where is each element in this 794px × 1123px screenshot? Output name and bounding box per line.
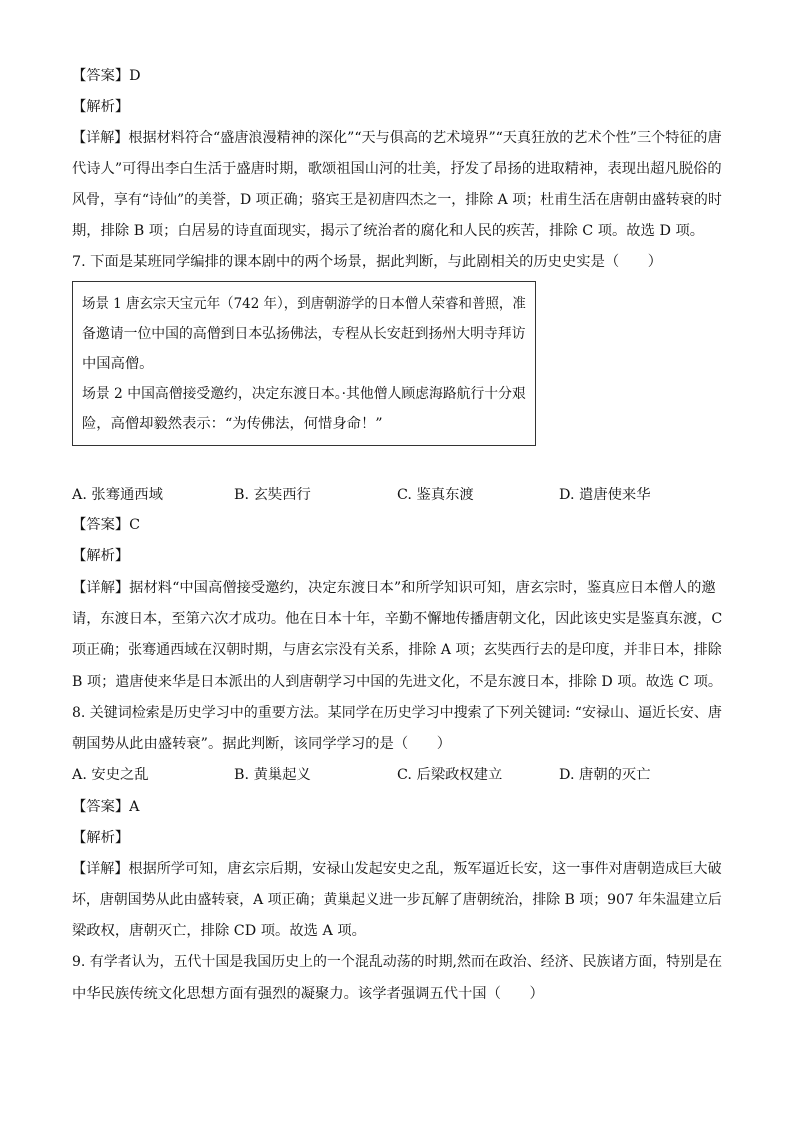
q8-stem: 朝国势从此由盛转衰”。据此判断，该同学学习的是（ ） xyxy=(72,736,452,752)
q7-option-c: C. 鉴真东渡 xyxy=(397,487,474,503)
q8-analysis-label: 【解析】 xyxy=(72,830,130,846)
q7-detail-line: B 项；遣唐使来华是日本派出的人到唐朝学习中国的先进文化，不是东渡日本，排除 D 项。故选 C 项。 xyxy=(72,674,723,690)
q6-answer: 【答案】D xyxy=(72,68,141,84)
q7-answer: 【答案】C xyxy=(72,517,141,533)
q7-option-d: D. 遣唐使来华 xyxy=(559,487,651,503)
q7-detail-line: 请，东渡日本，至第六次才成功。他在日本十年，辛勤不懈地传播唐朝文化，因此该史实是鉴真东渡，C xyxy=(72,611,723,627)
q8-option-a: A. 安史之乱 xyxy=(72,767,149,783)
q6-detail-line: 期，排除 B 项；白居易的诗直面现实，揭示了统治者的腐化和人民的疾苦，排除 C 项。故选 D 项。 xyxy=(72,223,705,239)
q8-option-d: D. 唐朝的灭亡 xyxy=(559,767,651,783)
q8-detail-line: 梁政权，唐朝灭亡，排除 CD 项。故选 A 项。 xyxy=(72,923,366,939)
q8-detail-line: 【详解】根据所学可知，唐玄宗后期，安禄山发起安史之乱，叛军逼近长安，这一事件对唐朝造成巨大破 xyxy=(72,861,722,877)
q8-option-c: C. 后梁政权建立 xyxy=(397,767,503,783)
q6-detail-line: 【详解】根据材料符合“盛唐浪漫精神的深化”“天与俱高的艺术境界”“天真狂放的艺术个性”三个特征的唐 xyxy=(72,130,722,146)
q7-box-line: 中国高僧。 xyxy=(82,356,154,372)
q8-answer: 【答案】A xyxy=(72,799,140,815)
q7-box-line: 场景 2 中国高僧接受邀约，决定东渡日本。·其他僧人顾虑海路航行十分艰 xyxy=(82,386,526,402)
q9-stem: 中华民族传统文化思想方面有强烈的凝聚力。该学者强调五代十国（ ） xyxy=(72,986,544,1002)
q7-option-a: A. 张骞通西域 xyxy=(72,487,163,503)
q7-option-b: B. 玄奘西行 xyxy=(234,487,311,503)
q6-detail-line: 风骨，享有“诗仙”的美誉，D 项正确；骆宾王是初唐四杰之一，排除 A 项；杜甫生活在唐朝由盛转衰的时 xyxy=(72,192,722,208)
q8-option-b: B. 黄巢起义 xyxy=(234,767,311,783)
q9-stem: 9. 有学者认为，五代十国是我国历史上的一个混乱动荡的时期,然而在政治、经济、民族诸方面，特别是在 xyxy=(72,954,723,970)
q8-stem: 8. 关键词检索是历史学习中的重要方法。某同学在历史学习中搜索了下列关键词: “安禄山、逼近长安、唐 xyxy=(72,705,722,721)
q7-box-line: 场景 1 唐玄宗天宝元年（742 年），到唐朝游学的日本僧人荣睿和普照，准 xyxy=(82,296,526,312)
q7-box-line: 险，高僧却毅然表示：“为传佛法，何惜身命！” xyxy=(82,416,383,432)
q7-detail-line: 项正确；张骞通西域在汉朝时期，与唐玄宗没有关系，排除 A 项；玄奘西行去的是印度，并非日本，排除 xyxy=(72,642,722,658)
q7-box-line: 备邀请一位中国的高僧到日本弘扬佛法，专程从长安赶到扬州大明寺拜访 xyxy=(82,326,526,342)
q6-analysis-label: 【解析】 xyxy=(72,99,130,115)
q6-detail-line: 代诗人”可得出李白生活于盛唐时期，歌颂祖国山河的壮美，抒发了昂扬的进取精神，表现出超凡脱俗的 xyxy=(72,161,722,177)
q8-detail-line: 坏，唐朝国势从此由盛转衰，A 项正确；黄巢起义进一步瓦解了唐朝统治，排除 B 项；907 年朱温建立后 xyxy=(72,892,722,908)
q7-detail-line: 【详解】据材料“中国高僧接受邀约，决定东渡日本”和所学知识可知，唐玄宗时，鉴真应日本僧人的邀 xyxy=(72,580,716,596)
q7-stem: 7. 下面是某班同学编排的课本剧中的两个场景，据此判断，与此剧相关的历史史实是（ ） xyxy=(72,254,663,270)
q7-analysis-label: 【解析】 xyxy=(72,548,130,564)
